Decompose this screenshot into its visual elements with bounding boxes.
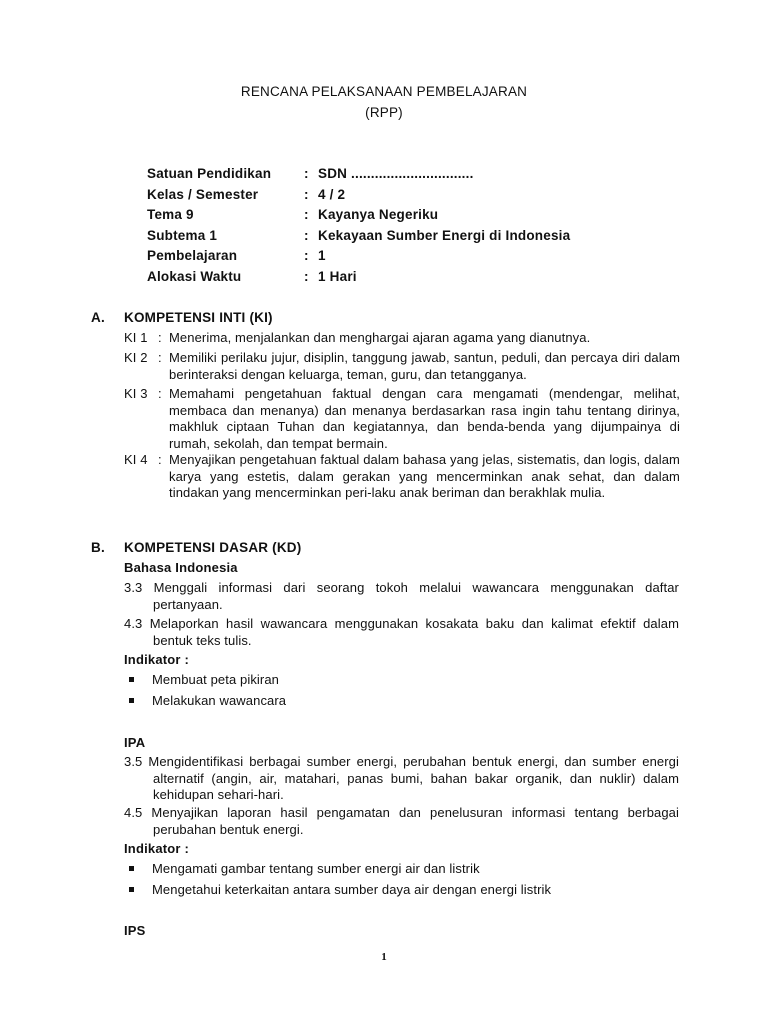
kd-text: 3.3 Menggali informasi dari seorang tokoh melalui wawancara menggunakan daftar pertanyaan. — [124, 580, 679, 612]
ki-item — [124, 330, 680, 347]
identity-value: Kekayaan Sumber Energi di Indonesia — [318, 227, 571, 243]
identity-key: Subtema 1 — [147, 227, 218, 243]
ki-label: KI 3 — [124, 386, 148, 401]
identity-value: 1 — [318, 248, 326, 264]
identity-value: Kayanya Negeriku — [318, 207, 439, 223]
identity-key: Alokasi Waktu — [147, 268, 242, 284]
ki-item — [124, 452, 680, 502]
document-title: RENCANA PELAKSANAAN PEMBELAJARAN — [240, 84, 528, 99]
bullet-icon — [129, 887, 134, 892]
identity-colon: : — [304, 186, 309, 202]
subject-bahasa-indonesia: Bahasa Indonesia — [124, 560, 238, 575]
identity-key: Satuan Pendidikan — [147, 166, 272, 181]
identity-key: Pembelajaran — [147, 248, 238, 264]
bullet-icon — [129, 698, 134, 703]
bullet-icon — [129, 677, 134, 682]
ki-colon: : — [158, 386, 162, 401]
indikator-item — [129, 693, 286, 708]
kd-text: 4.3 Melaporkan hasil wawancara menggunakan kosakata baku dan kalimat efektif dalam bentuk teks tulis. — [124, 616, 679, 648]
kd-item — [124, 805, 679, 838]
indikator-text: Melakukan wawancara — [152, 693, 287, 708]
ki-item — [124, 350, 680, 383]
identity-colon: : — [304, 207, 309, 223]
identity-key: Tema 9 — [147, 207, 194, 223]
ki-text: Memiliki perilaku jujur, disiplin, tanggung jawab, santun, peduli, dan percaya diri dalam berinteraksi dengan keluarga, teman, guru, dan tetangganya. — [169, 350, 680, 382]
kd-item — [124, 580, 679, 613]
document-subtitle: (RPP) — [365, 105, 403, 120]
subject-ips: IPS — [124, 923, 146, 938]
ki-colon: : — [158, 330, 162, 345]
identity-colon: : — [304, 166, 309, 181]
indikator-text: Mengamati gambar tentang sumber energi air dan listrik — [152, 861, 480, 876]
identity-key: Kelas / Semester — [147, 186, 259, 202]
indikator-item — [129, 882, 551, 897]
identity-colon: : — [304, 248, 309, 264]
section-b-letter: B. — [91, 540, 105, 555]
subject-ipa: IPA — [124, 735, 146, 750]
indikator-label: Indikator : — [124, 841, 190, 856]
section-a-heading: KOMPETENSI INTI (KI) — [124, 310, 273, 325]
ki-label: KI 2 — [124, 350, 148, 365]
kd-text: 3.5 Mengidentifikasi berbagai sumber energi, perubahan bentuk energi, dan sumber energi alternatif (angin, air, matahari, panas bumi, bahan bakar organik, dan nuklir) dalam kehidupan sehari-hari. — [124, 754, 679, 802]
indikator-item — [129, 861, 480, 876]
indikator-text: Mengetahui keterkaitan antara sumber daya air dengan energi listrik — [152, 882, 552, 897]
ki-text: Menyajikan pengetahuan faktual dalam bahasa yang jelas, sistematis, dan logis, dalam karya yang estetis, dalam gerakan yang mencerminkan anak sehat, dan dalam tindakan yang mencerminkan peri-laku anak beriman dan berakhlak mulia. — [169, 452, 680, 500]
indikator-label: Indikator : — [124, 652, 190, 667]
bullet-icon — [129, 866, 134, 871]
identity-value: 1 Hari — [318, 268, 357, 284]
ki-label: KI 4 — [124, 452, 148, 467]
identity-value: SDN ............................... — [318, 166, 474, 181]
ki-colon: : — [158, 452, 162, 467]
section-b-heading: KOMPETENSI DASAR (KD) — [124, 540, 302, 555]
ki-colon: : — [158, 350, 162, 365]
kd-text: 4.5 Menyajikan laporan hasil pengamatan dan penelusuran informasi tentang berbagai perubahan bentuk energi. — [124, 805, 679, 837]
ki-label: KI 1 — [124, 330, 148, 345]
kd-item — [124, 616, 679, 649]
section-a-letter: A. — [91, 310, 105, 325]
ki-text: Menerima, menjalankan dan menghargai ajaran agama yang dianutnya. — [169, 330, 591, 345]
identity-value: 4 / 2 — [318, 186, 346, 202]
kd-item — [124, 754, 679, 804]
identity-colon: : — [304, 227, 309, 243]
page-number: 1 — [381, 951, 387, 963]
ki-text: Memahami pengetahuan faktual dengan cara mengamati (mendengar, melihat, membaca dan menanya) dan menanya berdasarkan rasa ingin tahu tentang dirinya, makhluk ciptaan Tuhan dan kegiatannya, dan benda-benda yang dijumpainya di rumah, sekolah, dan tempat bermain. — [169, 386, 680, 451]
indikator-item — [129, 672, 279, 687]
ki-item — [124, 386, 680, 452]
indikator-text: Membuat peta pikiran — [152, 672, 280, 687]
identity-colon: : — [304, 268, 309, 284]
